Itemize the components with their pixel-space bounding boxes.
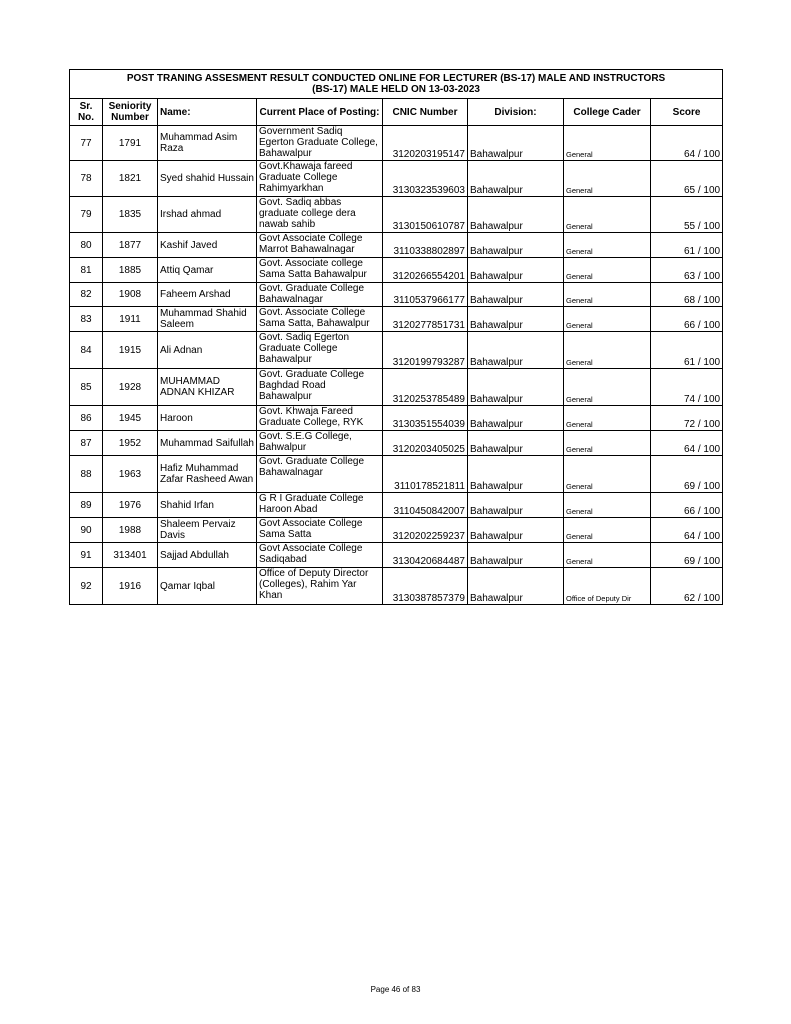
cell-place: Govt. Sadiq abbas graduate college dera nawab sahib — [257, 197, 383, 233]
cell-sr: 88 — [70, 456, 103, 493]
cell-cadre: General — [564, 493, 651, 518]
cell-seniority: 1928 — [103, 369, 158, 406]
cell-division: Bahawalpur — [468, 369, 564, 406]
cell-score: 55 / 100 — [651, 197, 723, 233]
table-row — [70, 233, 723, 258]
cell-name: Ali Adnan — [158, 332, 257, 369]
cell-cadre: General — [564, 307, 651, 332]
table-row — [70, 456, 723, 493]
cell-score: 68 / 100 — [651, 283, 723, 307]
cell-place: Office of Deputy Director (Colleges), Rahim Yar Khan — [257, 568, 383, 605]
cell-cnic: 3110450842007 — [383, 493, 468, 518]
cell-place: Govt. Khwaja Fareed Graduate College, RYK — [257, 406, 383, 431]
cell-division: Bahawalpur — [468, 161, 564, 197]
table-row — [70, 126, 723, 161]
table-row — [70, 258, 723, 283]
cell-score: 64 / 100 — [651, 431, 723, 456]
cell-division: Bahawalpur — [468, 543, 564, 568]
cell-division: Bahawalpur — [468, 518, 564, 543]
cell-cnic: 3110338802897 — [383, 233, 468, 258]
table-row — [70, 431, 723, 456]
cell-cnic: 3120266554201 — [383, 258, 468, 283]
cell-seniority: 313401 — [103, 543, 158, 568]
cell-cadre: General — [564, 283, 651, 307]
cell-cadre: General — [564, 431, 651, 456]
cell-division: Bahawalpur — [468, 406, 564, 431]
cell-score: 64 / 100 — [651, 518, 723, 543]
cell-sr: 90 — [70, 518, 103, 543]
header-seniority: Seniority Number — [103, 99, 158, 126]
cell-score: 66 / 100 — [651, 493, 723, 518]
cell-name: Shaleem Pervaiz Davis — [158, 518, 257, 543]
cell-name: Attiq Qamar — [158, 258, 257, 283]
cell-name: Haroon — [158, 406, 257, 431]
cell-sr: 79 — [70, 197, 103, 233]
cell-division: Bahawalpur — [468, 283, 564, 307]
table-row — [70, 197, 723, 233]
cell-division: Bahawalpur — [468, 431, 564, 456]
cell-place: Govt.Khawaja fareed Graduate College Rahimyarkhan — [257, 161, 383, 197]
cell-place: Govt. Associate College Sama Satta, Bahawalpur — [257, 307, 383, 332]
header-cadre: College Cader — [564, 99, 651, 126]
cell-seniority: 1877 — [103, 233, 158, 258]
cell-cnic: 3120253785489 — [383, 369, 468, 406]
cell-cadre: General — [564, 369, 651, 406]
cell-score: 62 / 100 — [651, 568, 723, 605]
cell-cnic: 3130387857379 — [383, 568, 468, 605]
cell-cadre: General — [564, 543, 651, 568]
cell-cnic: 3120277851731 — [383, 307, 468, 332]
cell-cadre: General — [564, 126, 651, 161]
cell-seniority: 1988 — [103, 518, 158, 543]
cell-seniority: 1791 — [103, 126, 158, 161]
cell-name: Muhammad Shahid Saleem — [158, 307, 257, 332]
cell-seniority: 1915 — [103, 332, 158, 369]
cell-cnic: 3130323539603 — [383, 161, 468, 197]
cell-sr: 82 — [70, 283, 103, 307]
table-row — [70, 406, 723, 431]
cell-seniority: 1945 — [103, 406, 158, 431]
cell-sr: 77 — [70, 126, 103, 161]
cell-score: 69 / 100 — [651, 543, 723, 568]
result-table — [69, 69, 723, 605]
cell-cnic: 3110537966177 — [383, 283, 468, 307]
cell-seniority: 1916 — [103, 568, 158, 605]
cell-division: Bahawalpur — [468, 456, 564, 493]
cell-sr: 87 — [70, 431, 103, 456]
cell-place: Govt. S.E.G College, Bahwalpur — [257, 431, 383, 456]
cell-score: 66 / 100 — [651, 307, 723, 332]
cell-cnic: 3120199793287 — [383, 332, 468, 369]
cell-sr: 92 — [70, 568, 103, 605]
cell-sr: 91 — [70, 543, 103, 568]
cell-name: Muhammad Asim Raza — [158, 126, 257, 161]
table-row — [70, 369, 723, 406]
cell-place: G R I Graduate College Haroon Abad — [257, 493, 383, 518]
header-sr: Sr. No. — [70, 99, 103, 126]
cell-division: Bahawalpur — [468, 258, 564, 283]
header-place: Current Place of Posting: — [257, 99, 383, 126]
cell-seniority: 1835 — [103, 197, 158, 233]
cell-sr: 83 — [70, 307, 103, 332]
cell-sr: 84 — [70, 332, 103, 369]
cell-place: Govt. Graduate College Baghdad Road Bahawalpur — [257, 369, 383, 406]
cell-cnic: 3120202259237 — [383, 518, 468, 543]
cell-score: 65 / 100 — [651, 161, 723, 197]
cell-name: MUHAMMAD ADNAN KHIZAR — [158, 369, 257, 406]
header-score: Score — [651, 99, 723, 126]
table-row — [70, 493, 723, 518]
cell-cnic: 3120203405025 — [383, 431, 468, 456]
table-body — [70, 126, 723, 605]
title-line-2: (BS-17) MALE HELD ON 13-03-2023 — [312, 84, 480, 95]
cell-place: Government Sadiq Egerton Graduate College, Bahawalpur — [257, 126, 383, 161]
cell-cadre: Office of Deputy Dir — [564, 568, 651, 605]
cell-place: Govt Associate College Sadiqabad — [257, 543, 383, 568]
table-row — [70, 518, 723, 543]
cell-cadre: General — [564, 197, 651, 233]
cell-sr: 78 — [70, 161, 103, 197]
cell-place: Govt. Graduate College Bahawalnagar — [257, 283, 383, 307]
table-row — [70, 568, 723, 605]
title-line-1: POST TRANING ASSESMENT RESULT CONDUCTED ONLINE FOR LECTURER (BS-17) MALE AND INSTRUCTORS — [126, 73, 666, 84]
cell-score: 63 / 100 — [651, 258, 723, 283]
cell-name: Sajjad Abdullah — [158, 543, 257, 568]
cell-name: Shahid Irfan — [158, 493, 257, 518]
cell-place: Govt. Associate college Sama Satta Bahawalpur — [257, 258, 383, 283]
cell-seniority: 1821 — [103, 161, 158, 197]
cell-name: Faheem Arshad — [158, 283, 257, 307]
cell-seniority: 1963 — [103, 456, 158, 493]
cell-seniority: 1976 — [103, 493, 158, 518]
cell-cadre: General — [564, 332, 651, 369]
cell-seniority: 1885 — [103, 258, 158, 283]
cell-name: Qamar Iqbal — [158, 568, 257, 605]
cell-place: Govt. Sadiq Egerton Graduate College Bahawalpur — [257, 332, 383, 369]
cell-division: Bahawalpur — [468, 307, 564, 332]
cell-cnic: 3130420684487 — [383, 543, 468, 568]
cell-division: Bahawalpur — [468, 197, 564, 233]
header-name: Name: — [158, 99, 257, 126]
cell-cadre: General — [564, 161, 651, 197]
cell-cnic: 3110178521811 — [383, 456, 468, 493]
cell-place: Govt Associate College Marrot Bahawalnagar — [257, 233, 383, 258]
cell-sr: 85 — [70, 369, 103, 406]
cell-cadre: General — [564, 456, 651, 493]
cell-name: Kashif Javed — [158, 233, 257, 258]
cell-seniority: 1952 — [103, 431, 158, 456]
table-row — [70, 161, 723, 197]
cell-score: 74 / 100 — [651, 369, 723, 406]
cell-cadre: General — [564, 518, 651, 543]
table-row — [70, 543, 723, 568]
cell-sr: 89 — [70, 493, 103, 518]
cell-score: 64 / 100 — [651, 126, 723, 161]
cell-seniority: 1908 — [103, 283, 158, 307]
cell-sr: 81 — [70, 258, 103, 283]
cell-division: Bahawalpur — [468, 332, 564, 369]
cell-name: Hafiz Muhammad Zafar Rasheed Awan — [158, 456, 257, 493]
cell-place: Govt Associate College Sama Satta — [257, 518, 383, 543]
cell-name: Irshad ahmad — [158, 197, 257, 233]
cell-cnic: 3120203195147 — [383, 126, 468, 161]
cell-cnic: 3130351554039 — [383, 406, 468, 431]
cell-division: Bahawalpur — [468, 233, 564, 258]
cell-name: Syed shahid Hussain — [158, 161, 257, 197]
cell-cnic: 3130150610787 — [383, 197, 468, 233]
cell-cadre: General — [564, 406, 651, 431]
table-title — [70, 70, 723, 99]
cell-division: Bahawalpur — [468, 568, 564, 605]
cell-seniority: 1911 — [103, 307, 158, 332]
table-row — [70, 307, 723, 332]
cell-division: Bahawalpur — [468, 493, 564, 518]
header-row — [70, 99, 723, 126]
cell-place: Govt. Graduate College Bahawalnagar — [257, 456, 383, 493]
page-number: Page 46 of 83 — [370, 985, 421, 994]
cell-sr: 86 — [70, 406, 103, 431]
header-division: Division: — [468, 99, 564, 126]
cell-score: 72 / 100 — [651, 406, 723, 431]
cell-score: 61 / 100 — [651, 233, 723, 258]
header-cnic: CNIC Number — [383, 99, 468, 126]
table-row — [70, 332, 723, 369]
cell-score: 69 / 100 — [651, 456, 723, 493]
cell-cadre: General — [564, 258, 651, 283]
cell-cadre: General — [564, 233, 651, 258]
cell-sr: 80 — [70, 233, 103, 258]
cell-division: Bahawalpur — [468, 126, 564, 161]
cell-name: Muhammad Saifullah — [158, 431, 257, 456]
table-row — [70, 283, 723, 307]
cell-score: 61 / 100 — [651, 332, 723, 369]
